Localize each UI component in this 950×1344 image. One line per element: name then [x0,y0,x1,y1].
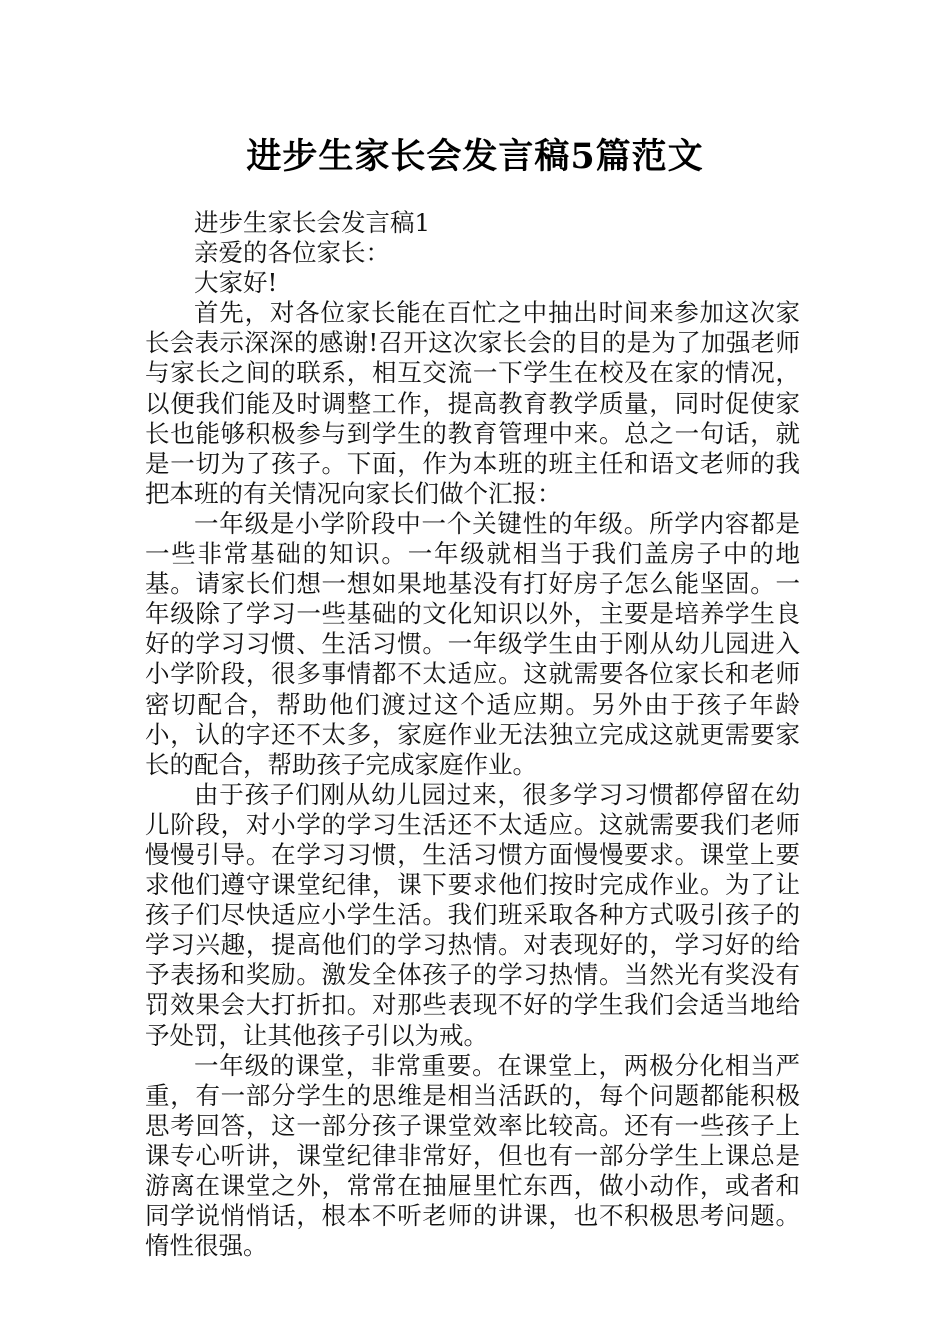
paragraph: 首先，对各位家长能在百忙之中抽出时间来参加这次家长会表示深深的感谢!召开这次家长会的目的是为了加强老师与家长之间的联系，相互交流一下学生在校及在家的情况，以便我们能及时调整工作，提高教育教学质量，同时促使家长也能够积极参与到学生的教育管理中来。总之一句话，就是一切为了孩子。下面，作为本班的班主任和语文老师的我把本班的有关情况向家长们做个汇报： [145,298,800,508]
paragraph: 由于孩子们刚从幼儿园过来，很多学习习惯都停留在幼儿阶段，对小学的学习生活还不太适应。这就需要我们老师慢慢引导。在学习习惯，生活习惯方面慢慢要求。课堂上要求他们遵守课堂纪律，课下要求他们按时完成作业。为了让孩子们尽快适应小学生活。我们班采取各种方式吸引孩子的学习兴趣，提高他们的学习热情。对表现好的，学习好的给予表扬和奖励。激发全体孩子的学习热情。当然光有奖没有罚效果会大打折扣。对那些表现不好的学生我们会适当地给予处罚，让其他孩子引以为戒。 [145,779,800,1050]
document-title: 进步生家长会发言稿5篇范文 [246,136,704,177]
paragraph-greeting: 大家好! [194,268,278,298]
paragraph: 一年级是小学阶段中一个关键性的年级。所学内容都是一些非常基础的知识。一年级就相当于我们盖房子中的地基。请家长们想一想如果地基没有打好房子怎么能坚固。一年级除了学习一些基础的文化知识以外，主要是培养学生良好的学习习惯、生活习惯。一年级学生由于刚从幼儿园进入小学阶段，很多事情都不太适应。这就需要各位家长和老师密切配合，帮助他们渡过这个适应期。另外由于孩子年龄小，认的字还不太多，家庭作业无法独立完成这就更需要家长的配合，帮助孩子完成家庭作业。 [145,508,800,779]
document-body [145,208,800,1261]
paragraph: 一年级的课堂，非常重要。在课堂上，两极分化相当严重，有一部分学生的思维是相当活跃的，每个问题都能积极思考回答，这一部分孩子课堂效率比较高。还有一些孩子上课专心听讲，课堂纪律非常好，但也有一部分学生上课总是游离在课堂之外，常常在抽屉里忙东西，做小动作，或者和同学说悄悄话，根本不听老师的讲课，也不积极思考问题。惰性很强。 [145,1050,800,1261]
paragraph-heading: 进步生家长会发言稿1 [194,208,431,237]
paragraph-salutation: 亲爱的各位家长： [194,238,390,268]
